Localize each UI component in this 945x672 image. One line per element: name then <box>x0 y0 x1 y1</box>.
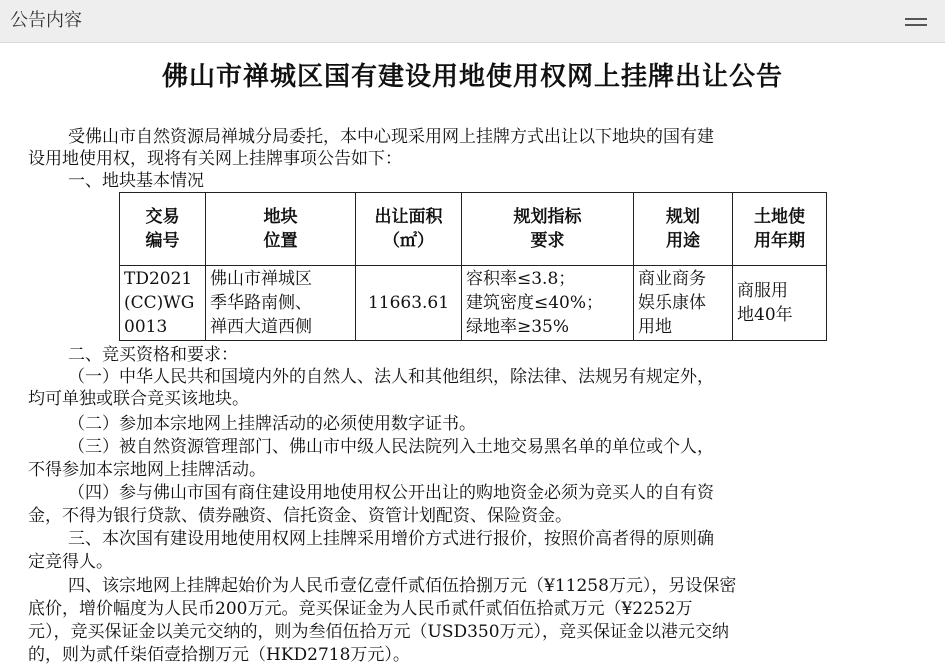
item-1-line-2: 均可单独或联合竞买该地块。 <box>28 389 249 409</box>
item-3-line-1: （三）被自然资源管理部门、佛山市中级人民法院列入土地交易黑名单的单位或个人， <box>68 437 714 457</box>
section-4-line-4: 的，则为贰仟柒佰壹拾捌万元（HKD2718万元）。 <box>28 645 410 665</box>
item-3-line-2: 不得参加本宗地网上挂牌活动。 <box>28 460 266 480</box>
section-4-line-1: 四、该宗地网上挂牌起始价为人民币壹亿壹仟贰佰伍拾捌万元（¥11258万元），另设保密 <box>68 576 737 596</box>
collapse-icon[interactable] <box>905 13 927 29</box>
table-header-cell: 地块 位置 <box>206 193 356 266</box>
table-header-cell: 交易 编号 <box>120 193 206 266</box>
table-cell-planning-indicators: 容积率≤3.8； 建筑密度≤40%； 绿地率≥35% <box>462 266 634 341</box>
table-header-cell: 土地使 用年期 <box>733 193 827 266</box>
section-3-line-1: 三、本次国有建设用地使用权网上挂牌采用增价方式进行报价，按照价高者得的原则确 <box>68 529 714 549</box>
section-1-heading: 一、地块基本情况 <box>68 171 204 191</box>
announcement-header-bar <box>0 0 945 43</box>
table-header-cell: 出让面积 （㎡） <box>356 193 462 266</box>
table-cell-land-use: 商业商务 娱乐康体 用地 <box>634 266 733 341</box>
item-1-line-1: （一）中华人民共和国境内外的自然人、法人和其他组织，除法律、法规另有规定外， <box>68 367 714 387</box>
table-header-cell: 规划指标 要求 <box>462 193 634 266</box>
table-cell-location: 佛山市禅城区 季华路南侧、 禅西大道西侧 <box>206 266 356 341</box>
item-4-line-2: 金，不得为银行贷款、债券融资、信托资金、资管计划配资、保险资金。 <box>28 506 572 526</box>
land-info-table <box>119 192 827 341</box>
document-title: 佛山市禅城区国有建设用地使用权网上挂牌出让公告 <box>161 62 783 92</box>
section-4-line-2: 底价，增价幅度为人民币200万元。竞买保证金为人民币贰仟贰佰伍拾贰万元（¥2252万 <box>28 599 693 619</box>
section-2-heading: 二、竞买资格和要求： <box>68 345 238 365</box>
intro-line-2: 设用地使用权，现将有关网上挂牌事项公告如下： <box>28 149 402 169</box>
table-cell-term: 商服用 地40年 <box>733 266 827 341</box>
item-4-line-1: （四）参与佛山市国有商住建设用地使用权公开出让的购地资金必须为竞买人的自有资 <box>68 483 714 503</box>
section-3-line-2: 定竞得人。 <box>28 552 113 572</box>
header-title: 公告内容 <box>10 10 82 31</box>
table-header-row <box>120 193 827 266</box>
section-4-line-3: 元），竞买保证金以美元交纳的，则为叁佰伍拾万元（USD350万元），竞买保证金以港元交纳 <box>28 622 730 642</box>
table-row <box>120 266 827 341</box>
intro-line-1: 受佛山市自然资源局禅城分局委托，本中心现采用网上挂牌方式出让以下地块的国有建 <box>68 127 714 147</box>
table-cell-area: 11663.61 <box>356 266 462 341</box>
item-2: （二）参加本宗地网上挂牌活动的必须使用数字证书。 <box>68 414 476 434</box>
table-cell-trade-no: TD2021 (CC)WG 0013 <box>120 266 206 341</box>
table-header-cell: 规划 用途 <box>634 193 733 266</box>
